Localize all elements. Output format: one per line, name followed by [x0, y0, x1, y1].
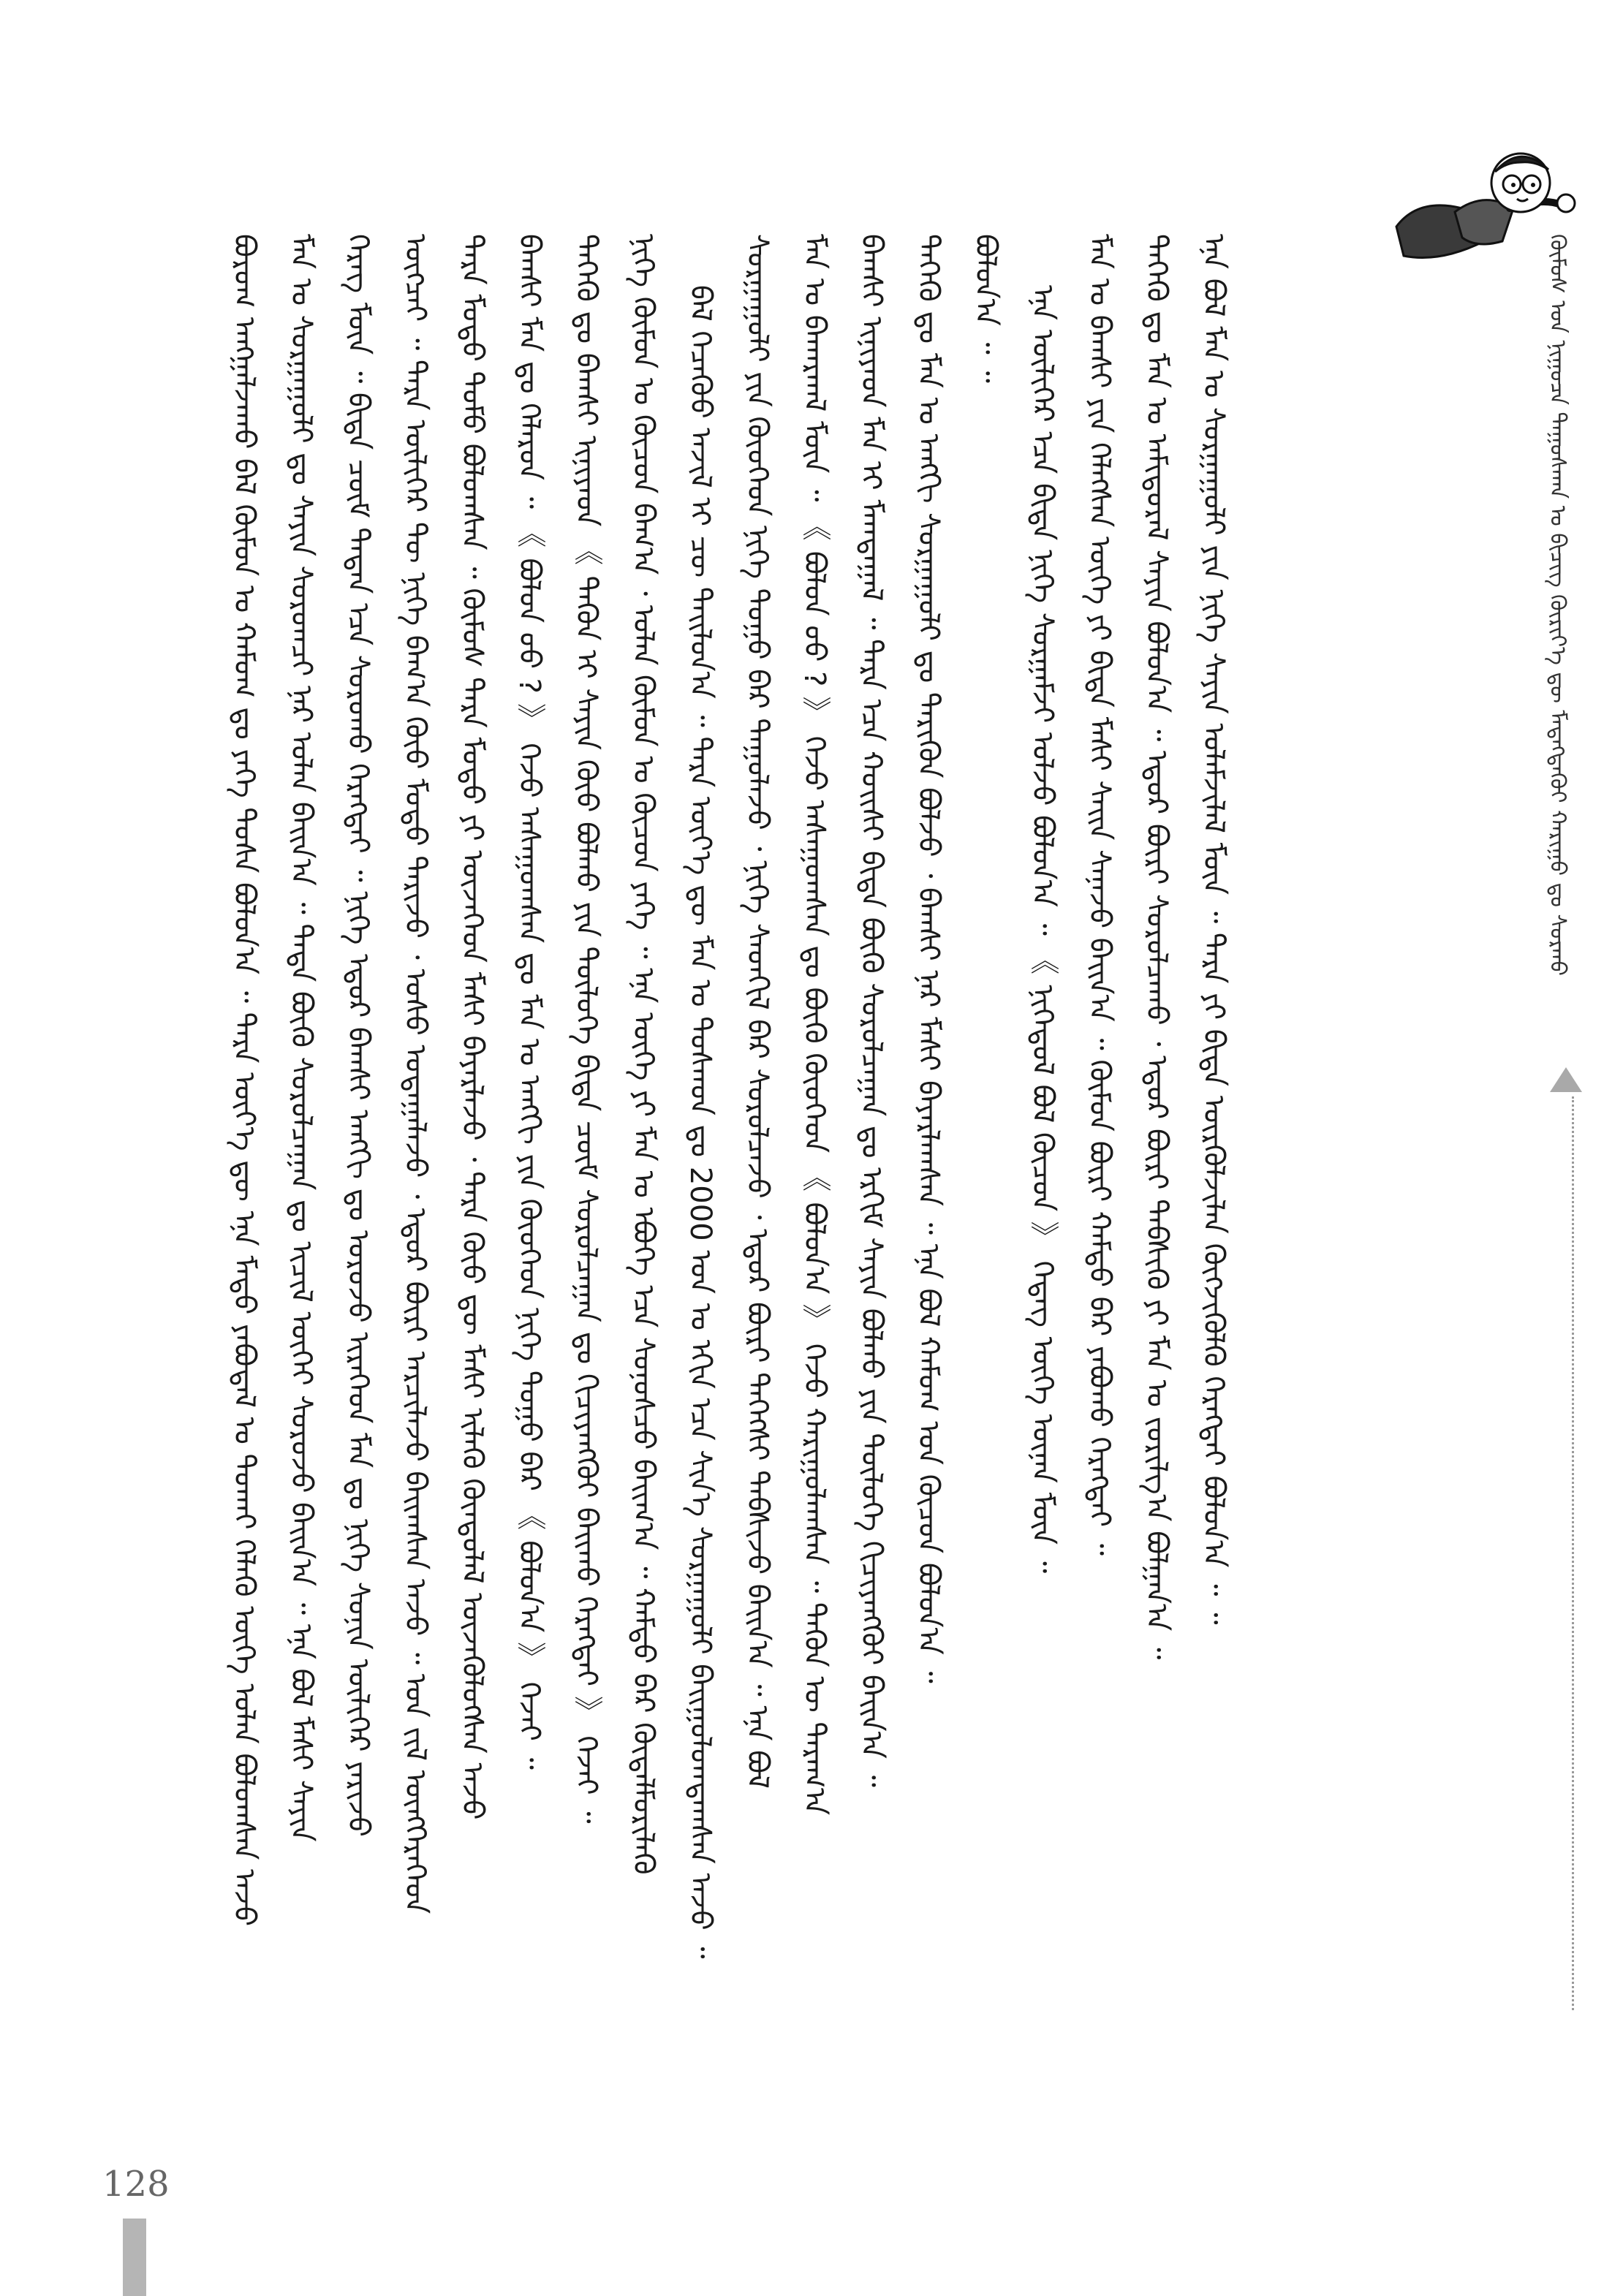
vertical-text-body: [219, 234, 1440, 2237]
text-column: ᠲᠡᠭᠡᠬᠦ ᠳᠤ ᠮᠠᠨ ᠤ ᠠᠮᠢᠳᠤᠷᠠᠯ ᠰᠠᠶᠢᠨ ᠪᠣᠯᠤᠨ᠎ᠠ ᠃ ᠡᠳᠦᠷ ᠪᠦᠷᠢ ᠰᠤᠷᠤᠯᠴᠠᠬᠤ ᠂ ᠡᠳᠦᠷ ᠪᠦᠷᠢ ᠳᠡᠪᠰᠢᠬᠦ ᠶᠢ ᠮᠠᠨ ᠤ ᠵᠣᠷᠢᠯᠭ᠎ᠠ ᠪᠣᠯᠭᠠᠨ᠎ᠠ ᠃: [1140, 234, 1173, 1660]
text-column: ᠥᠭᠴᠡᠢ ᠃ ᠲᠡᠷᠡ ᠦᠯᠢᠭᠡᠷ ᠲᠦ ᠨᠢᠭᠡ ᠪᠠᠭ᠎ᠠ ᠬᠦᠦ ᠮᠣᠳᠤ ᠲᠠᠷᠢᠵᠤ ᠂ ᠤᠰᠤ ᠤᠳᠠᠭᠠᠯᠠᠵᠤ ᠂ ᠡᠳᠦᠷ ᠪᠦᠷᠢ ᠠᠷᠴᠢᠯᠠᠵᠤ ᠪᠠᠢᠭᠰᠠᠨ ᠠᠵᠤ ᠃ ᠣᠨ ᠵᠢᠯ ᠥᠩᠭᠡᠷᠡᠭᠡᠳ: [398, 234, 432, 1914]
text-column: ᠡᠨᠡ ᠪᠣᠯ ᠮᠠᠨ ᠤ ᠰᠤᠷᠭᠠᠭᠤᠯᠢ ᠶᠢᠨ ᠨᠢᠭᠡ ᠰᠠᠶᠢᠨ ᠤᠯᠠᠮᠵᠢᠯᠠᠯ ᠮᠥᠨ ᠃ ᠲᠡᠷᠡ ᠶᠢ ᠪᠢᠳᠡ ᠦᠷᠬᠦᠯᠵᠢᠯᠡᠨ ᠬᠥᠭᠵᠢᠭᠦᠯᠬᠦ ᠬᠡᠷᠡᠭᠲᠡᠢ ᠪᠣᠯᠤᠨ᠎ᠠ ᠃ ᠃: [1197, 234, 1230, 1625]
text-column: ᠪᠠᠭᠰᠢ ᠢᠨᠢᠶᠡᠳ ᠮᠠᠨ ᠢ ᠮᠠᠭᠲᠠᠭᠠᠯ ᠃ ᠲᠡᠷᠡ ᠡᠴᠡ ᠬᠣᠢᠰᠢ ᠪᠢᠳᠡ ᠪᠦᠬᠦ ᠰᠤᠷᠤᠯᠴᠠᠭᠠᠨ ᠳᠤ ᠡᠷᠬᠢᠮ ᠰᠠᠶᠢᠨ ᠪᠣᠯᠬᠤ ᠶᠢᠨ ᠲᠥᠯᠦᠭᠡ ᠬᠢᠴᠢᠶᠡᠩᠭᠦᠢ ᠪᠠᠢᠨ᠎ᠠ ᠃: [855, 234, 888, 1787]
text-column: ᠬᠡᠷᠡᠭ ᠮᠥᠨ ᠃ ᠪᠢᠳᠡ ᠴᠥᠮ ᠲᠡᠳᠡᠨ ᠡᠴᠡ ᠰᠤᠷᠤᠬᠤ ᠬᠡᠷᠡᠭᠲᠡᠢ ᠃ ᠨᠢᠭᠡ ᠡᠳᠦᠷ ᠪᠠᠭᠰᠢ ᠠᠩᠭᠢ ᠳᠤ ᠣᠷᠤᠵᠤ ᠢᠷᠡᠭᠡᠳ ᠮᠠᠨ ᠳᠤ ᠨᠢᠭᠡ ᠰᠣᠨᠢᠨ ᠦᠯᠢᠭᠡᠷ ᠶᠠᠷᠢᠵᠤ: [341, 234, 375, 1837]
text-column: ᠲᠡᠷᠡ ᠮᠣᠳᠤ ᠲᠣᠮᠣ ᠪᠣᠯᠤᠭᠰᠠᠨ ᠃ ᠬᠦᠮᠦᠰ ᠲᠡᠷᠡ ᠮᠣᠳᠤ ᠶᠢ ᠦᠵᠡᠭᠡᠳ ᠮᠠᠰᠢ ᠪᠠᠶᠠᠷᠯᠠᠵᠤ ᠂ ᠲᠡᠷᠡ ᠬᠦᠦ ᠳᠦ ᠮᠠᠰᠢ ᠢᠯᠡᠭᠦ ᠬᠦᠨᠳᠦᠯᠡᠯ ᠦᠵᠡᠭᠦᠯᠦᠭᠰᠡᠨ ᠠᠵᠤ: [455, 234, 489, 1820]
text-column: ᠮᠠᠨ ᠤ ᠪᠠᠬᠠᠷᠬᠠᠯ ᠮᠥᠨ ᠃ 《 ᠪᠣᠯᠤᠨ ᠤᠤ ? 》 ᠬᠡᠵᠦ ᠠᠰᠠᠭᠤᠭᠰᠠᠨ ᠳᠤ ᠪᠦᠬᠦ ᠬᠦᠦᠬᠡᠳ 《 ᠪᠣᠯᠤᠨ᠎ᠠ 》 ᠬᠡᠵᠦ ᠬᠠᠷᠢᠭᠤᠯᠠᠭᠰᠠᠨ ᠃ ᠲᠡᠭᠦᠨ ᠦ ᠳᠠᠷᠠᠭ᠎ᠠ: [798, 234, 831, 1816]
text-column: ᠪᠤᠷᠤᠭ ᠠᠩᠭᠠᠯᠵᠠᠬᠤ ᠪᠠᠯ ᠬᠦᠮᠦᠨ ᠤ ᠬᠠᠮᠤᠭ ᠳᠤ ᠶᠡᠬᠡ ᠲᠤᠰᠠ ᠪᠤᠯᠤᠨ᠎ᠠ ᠃ ᠲᠡᠷᠡ ᠦᠶ᠎ᠡ ᠳᠦ ᠡᠨᠡ ᠮᠡᠲᠦ ᠶᠠᠪᠤᠳᠠᠯ ᠤ ᠲᠤᠬᠠᠢ ᠬᠡᠯᠡᠬᠦ ᠦᠭᠡ ᠣᠯᠠᠨ ᠪᠣᠯᠤᠭᠰᠠᠨ ᠠᠵᠤ: [227, 234, 261, 1927]
text-column: ᠡᠨᠡ ᠦᠯᠢᠭᠡᠷ ᠡᠴᠡ ᠪᠢᠳᠡ ᠨᠢᠭᠡ ᠰᠤᠷᠭᠠᠮᠵᠢ ᠣᠯᠵᠤ ᠪᠣᠯᠤᠨ᠎ᠠ ᠃ 《 ᠨᠢᠭᠡᠳᠦᠯ ᠪᠣᠯ ᠬᠦᠴᠦᠨ 》 ᠬᠡᠳᠡᠭ ᠦᠭᠡ ᠦᠨᠡᠨ ᠮᠥᠨ ᠃: [1026, 285, 1059, 1574]
text-column: ᠲᠡᠭᠡᠬᠦ ᠳᠤ ᠮᠠᠨ ᠤ ᠠᠩᠭᠢ ᠰᠤᠷᠭᠠᠭᠤᠯᠢ ᠳᠤ ᠲᠡᠷᠢᠭᠦᠨ ᠪᠣᠯᠵᠤ ᠂ ᠪᠠᠭᠰᠢ ᠨᠠᠷ ᠮᠠᠰᠢ ᠪᠠᠶᠠᠷᠯᠠᠭᠰᠠᠨ ᠃ ᠡᠨᠡ ᠪᠣᠯ ᠬᠠᠮᠤᠭ ᠤᠨ ᠬᠦᠴᠦᠨ ᠪᠣᠯᠤᠨ᠎ᠠ ᠃: [912, 234, 945, 1683]
flying-boy-mascot-icon: [1374, 139, 1586, 270]
text-column: ᠪᠠᠭᠰᠢ ᠮᠠᠨ ᠳᠤ ᠬᠡᠯᠡᠷᠦᠨ ᠃ 《 ᠪᠣᠯᠤᠨ ᠤᠤ ? 》 ᠬᠡᠵᠦ ᠠᠰᠠᠭᠤᠭᠰᠠᠨ ᠳᠤ ᠮᠠᠨ ᠤ ᠠᠩᠭᠢ ᠶᠢᠨ ᠬᠦᠦᠬᠡᠳ ᠨᠢᠭᠡ ᠳᠤᠭᠤ ᠪᠡᠷ 《 ᠪᠣᠯᠤᠨ᠎ᠠ 》 ᠬᠡᠵᠡᠢ ᠃: [512, 234, 546, 1770]
text-column: ᠪᠠᠯ ᠬᠡᠴᠡᠭᠦᠦ ᠠᠵᠢᠯ ᠢ ᠴᠦ ᠳᠠᠢᠯᠤᠨ᠎ᠠ ᠃ ᠲᠡᠷᠡ ᠦᠶ᠎ᠡ ᠳᠦ ᠮᠠᠨ ᠤ ᠲᠣᠰᠬᠣᠨ ᠳᠤ 2000 ᠣᠨ ᠤ ᠡᠬᠢᠨ ᠡᠴᠡ ᠰᠢᠨ᠎ᠡ ᠰᠤᠷᠭᠠᠭᠤᠯᠢ ᠪᠠᠢᠭᠤᠯᠤᠭᠳᠠᠭᠰᠠᠨ ᠠᠵᠤ ᠃: [684, 285, 717, 1959]
text-column: ᠲᠡᠭᠡᠬᠦ ᠳᠤ ᠪᠠᠭᠰᠢ ᠢᠨᠢᠶᠡᠳ 《 ᠲᠡᠭᠦᠨ ᠢ ᠰᠠᠶᠢᠨ ᠬᠦᠦ ᠪᠣᠯᠬᠤ ᠶᠢᠨ ᠲᠥᠯᠦᠭᠡ ᠪᠢᠳᠡ ᠴᠥᠮ ᠰᠤᠷᠤᠯᠴᠠᠭᠠᠨ ᠳᠤ ᠬᠢᠴᠢᠶᠡᠩᠭᠦᠢ ᠪᠠᠢᠬᠤ ᠬᠡᠷᠡᠭᠲᠡᠢ 》 ᠬᠡᠵᠡᠢ ᠃: [570, 234, 603, 1824]
text-column: ᠮᠠᠨ ᠤ ᠪᠠᠭᠰᠢ ᠶᠢᠨ ᠬᠡᠯᠡᠭᠰᠡᠨ ᠦᠭᠡ ᠶᠢ ᠪᠢᠳᠡ ᠮᠠᠰᠢ ᠰᠠᠢᠨ ᠰᠠᠨᠠᠵᠤ ᠪᠠᠢᠨ᠎ᠠ ᠃ ᠬᠦᠮᠦᠨ ᠪᠦᠷᠢ ᠬᠠᠮᠲᠤ ᠪᠡᠷ ᠶᠠᠪᠤᠬᠤ ᠬᠡᠷᠡᠭᠲᠡᠢ ᠃: [1083, 234, 1116, 1556]
text-column: ᠮᠠᠨ ᠤ ᠰᠤᠷᠭᠠᠭᠤᠯᠢ ᠳᠤ ᠰᠠᠶᠢᠨ ᠰᠤᠷᠤᠭᠴᠢ ᠨᠠᠷ ᠣᠯᠠᠨ ᠪᠠᠢᠨ᠎ᠠ ᠃ ᠲᠡᠳᠡ ᠪᠦᠬᠦ ᠰᠤᠷᠤᠯᠴᠠᠭᠠᠨ ᠳᠤ ᠢᠴᠢᠯ ᠦᠭᠡᠢ ᠰᠤᠷᠤᠵᠤ ᠪᠠᠢᠨ᠎ᠠ ᠃ ᠡᠨᠡ ᠪᠣᠯ ᠮᠠᠰᠢ ᠰᠠᠶᠢᠨ: [284, 234, 318, 1842]
text-column: ᠨᠢᠭᠡ ᠬᠦᠮᠦᠨ ᠤ ᠬᠦᠴᠦᠨ ᠪᠠᠭ᠎ᠠ ᠂ ᠣᠯᠠᠨ ᠬᠦᠮᠦᠨ ᠤ ᠬᠦᠴᠦᠨ ᠶᠡᠬᠡ ᠃ ᠡᠨᠡ ᠦᠭᠡ ᠶᠢ ᠮᠠᠨ ᠤ ᠡᠪᠦᠭᠡ ᠡᠴᠡ ᠰᠣᠨᠣᠰᠴᠤ ᠪᠠᠢᠭ᠎ᠠ ᠃ ᠬᠠᠮᠲᠤ ᠪᠡᠷ ᠬᠥᠳᠡᠯᠮᠦᠷᠢᠯᠡᠬᠦ: [627, 234, 660, 1875]
text-column: ᠰᠤᠷᠭᠠᠭᠤᠯᠢ ᠶᠢᠨ ᠬᠦᠦᠬᠡᠳ ᠨᠢᠭᠡ ᠳᠤᠭᠤ ᠪᠡᠷ ᠳᠠᠭᠤᠯᠠᠵᠤ ᠂ ᠨᠢᠭᠡ ᠰᠡᠳᠬᠢᠯ ᠪᠡᠷ ᠰᠤᠷᠤᠯᠴᠠᠵᠤ ᠂ ᠡᠳᠦᠷ ᠪᠦᠷᠢ ᠳᠡᠭᠡᠭᠰᠢ ᠳᠡᠪᠰᠢᠵᠦ ᠪᠠᠢᠨ᠎ᠠ ᠃ ᠡᠨᠡ ᠪᠣᠯ: [741, 234, 774, 1789]
page-number: 128: [102, 2164, 170, 2205]
bottom-margin-bar: [123, 2219, 146, 2296]
text-column-short: ᠪᠤᠯᠤᠨ᠎ᠠ ᠃ ᠃: [969, 234, 1002, 383]
running-title: ᠬᠦᠮᠦᠰ ᠤᠨ ᠨᠢᠭᠤᠴᠠ ᠳᠠᠭᠤᠰᠬᠠᠨ ᠤ ᠪᠢᠴᠢᠭ᠌ ᠬᠦᠷᠢᠶ᠎ᠡ ᠳᠦ ᠮᠡᠳᠡᠭᠳᠡᠬᠦᠢ ᠬᠠᠷᠢᠭᠤ ᠳᠤ ᠰᠤᠷᠬᠤ: [1545, 234, 1570, 976]
dotted-divider: [1572, 1096, 1574, 2010]
running-header: [1535, 234, 1579, 1111]
triangle-marker-icon: [1550, 1067, 1582, 1092]
